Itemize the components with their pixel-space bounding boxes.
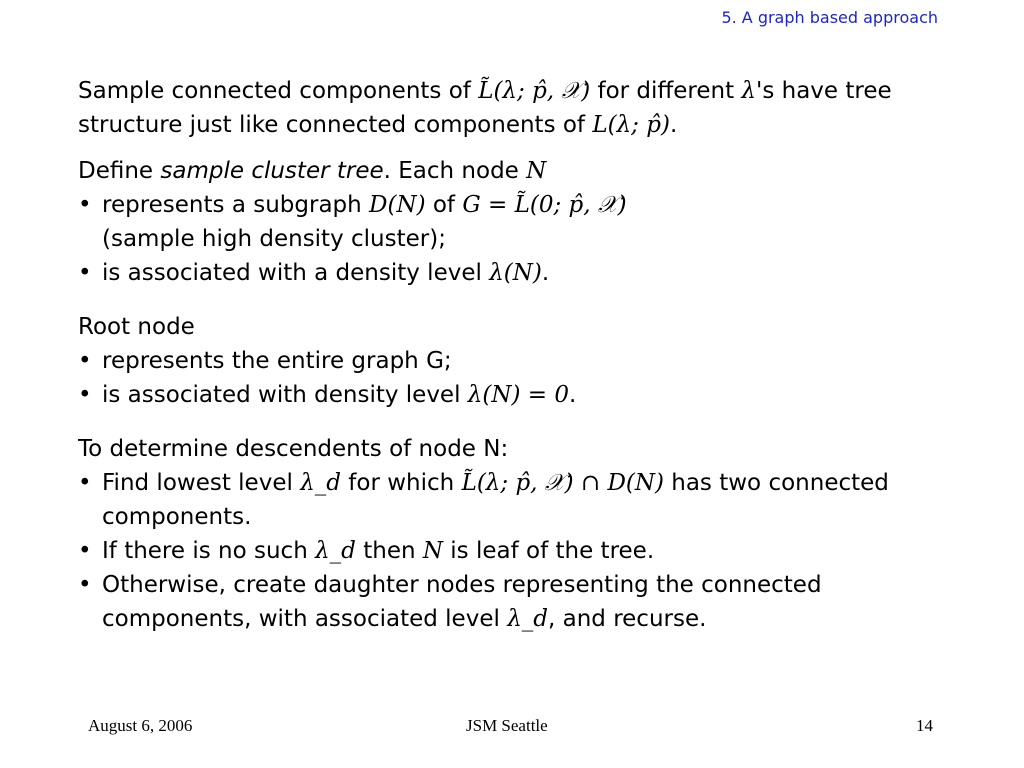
bullet-icon: • xyxy=(78,260,92,286)
text: structure just like connected components of xyxy=(78,112,593,138)
text: components, with associated level xyxy=(102,606,508,632)
text: Sample connected components of xyxy=(78,78,479,104)
text: . xyxy=(568,382,577,408)
paragraph-intro-line2 xyxy=(78,108,958,142)
text: components. xyxy=(102,504,252,530)
text: for different xyxy=(590,78,742,104)
math-expression: N xyxy=(422,538,443,564)
math-expression: λ_d xyxy=(300,470,341,496)
text: is associated with density level xyxy=(102,382,468,408)
text: Find lowest level xyxy=(102,470,301,496)
bullet-icon: • xyxy=(78,382,92,408)
bullet-icon: • xyxy=(78,470,92,496)
text: represents the entire graph G; xyxy=(102,348,452,374)
math-expression: λ(N) xyxy=(489,260,542,286)
bullet-item xyxy=(78,568,958,602)
text: Define xyxy=(78,158,161,184)
math-expression: G = L̃(0; p̂, 𝒳) xyxy=(462,192,627,218)
footer-page-number: 14 xyxy=(916,716,933,735)
bullet-continuation xyxy=(78,500,958,534)
math-expression: D(N) xyxy=(369,192,426,218)
bullet-icon: • xyxy=(78,538,92,564)
math-expression: N xyxy=(526,158,547,184)
text: If there is no such xyxy=(102,538,316,564)
math-expression: λ xyxy=(741,78,756,104)
text: of xyxy=(425,192,463,218)
bullet-item xyxy=(78,466,958,500)
math-expression: L̃(λ; p̂, 𝒳) ∩ D(N) xyxy=(461,470,664,496)
text: 's have tree xyxy=(756,78,892,104)
text: . xyxy=(541,260,550,286)
text: has two connected xyxy=(663,470,889,496)
bullet-continuation xyxy=(78,602,958,636)
math-expression: L(λ; p̂) xyxy=(592,112,670,138)
bullet-icon: • xyxy=(78,572,92,598)
math-expression: λ_d xyxy=(507,606,548,632)
bullet-item xyxy=(78,378,958,412)
text: is leaf of the tree. xyxy=(442,538,655,564)
footer-date: August 6, 2006 xyxy=(88,716,193,735)
bullet-icon: • xyxy=(78,192,92,218)
text: Otherwise, create daughter nodes representing the connected xyxy=(102,572,822,598)
section-header: 5. A graph based approach xyxy=(721,8,938,27)
bullet-item xyxy=(78,256,958,290)
paragraph-intro xyxy=(78,74,958,108)
bullet-item xyxy=(78,344,958,378)
paragraph-root-node-title: Root node xyxy=(78,314,195,340)
bullet-icon: • xyxy=(78,348,92,374)
paragraph-descendents-title: To determine descendents of node N: xyxy=(78,436,509,462)
text: . xyxy=(669,112,678,138)
bullet-item xyxy=(78,188,958,222)
slide-content xyxy=(78,74,958,636)
math-expression: λ(N) = 0 xyxy=(467,382,569,408)
text: , and recurse. xyxy=(548,606,707,632)
paragraph-definition xyxy=(78,154,958,188)
text: represents a subgraph xyxy=(102,192,370,218)
bullet-continuation xyxy=(78,222,958,256)
emphasized-term: sample cluster tree xyxy=(160,158,384,184)
text: then xyxy=(355,538,423,564)
bullet-item xyxy=(78,534,958,568)
text: . Each node xyxy=(383,158,527,184)
text: (sample high density cluster); xyxy=(102,226,446,252)
text: is associated with a density level xyxy=(102,260,490,286)
text: for which xyxy=(341,470,462,496)
math-expression: L̃(λ; p̂, 𝒳) xyxy=(478,78,591,104)
footer-event: JSM Seattle xyxy=(466,716,548,735)
math-expression: λ_d xyxy=(315,538,356,564)
